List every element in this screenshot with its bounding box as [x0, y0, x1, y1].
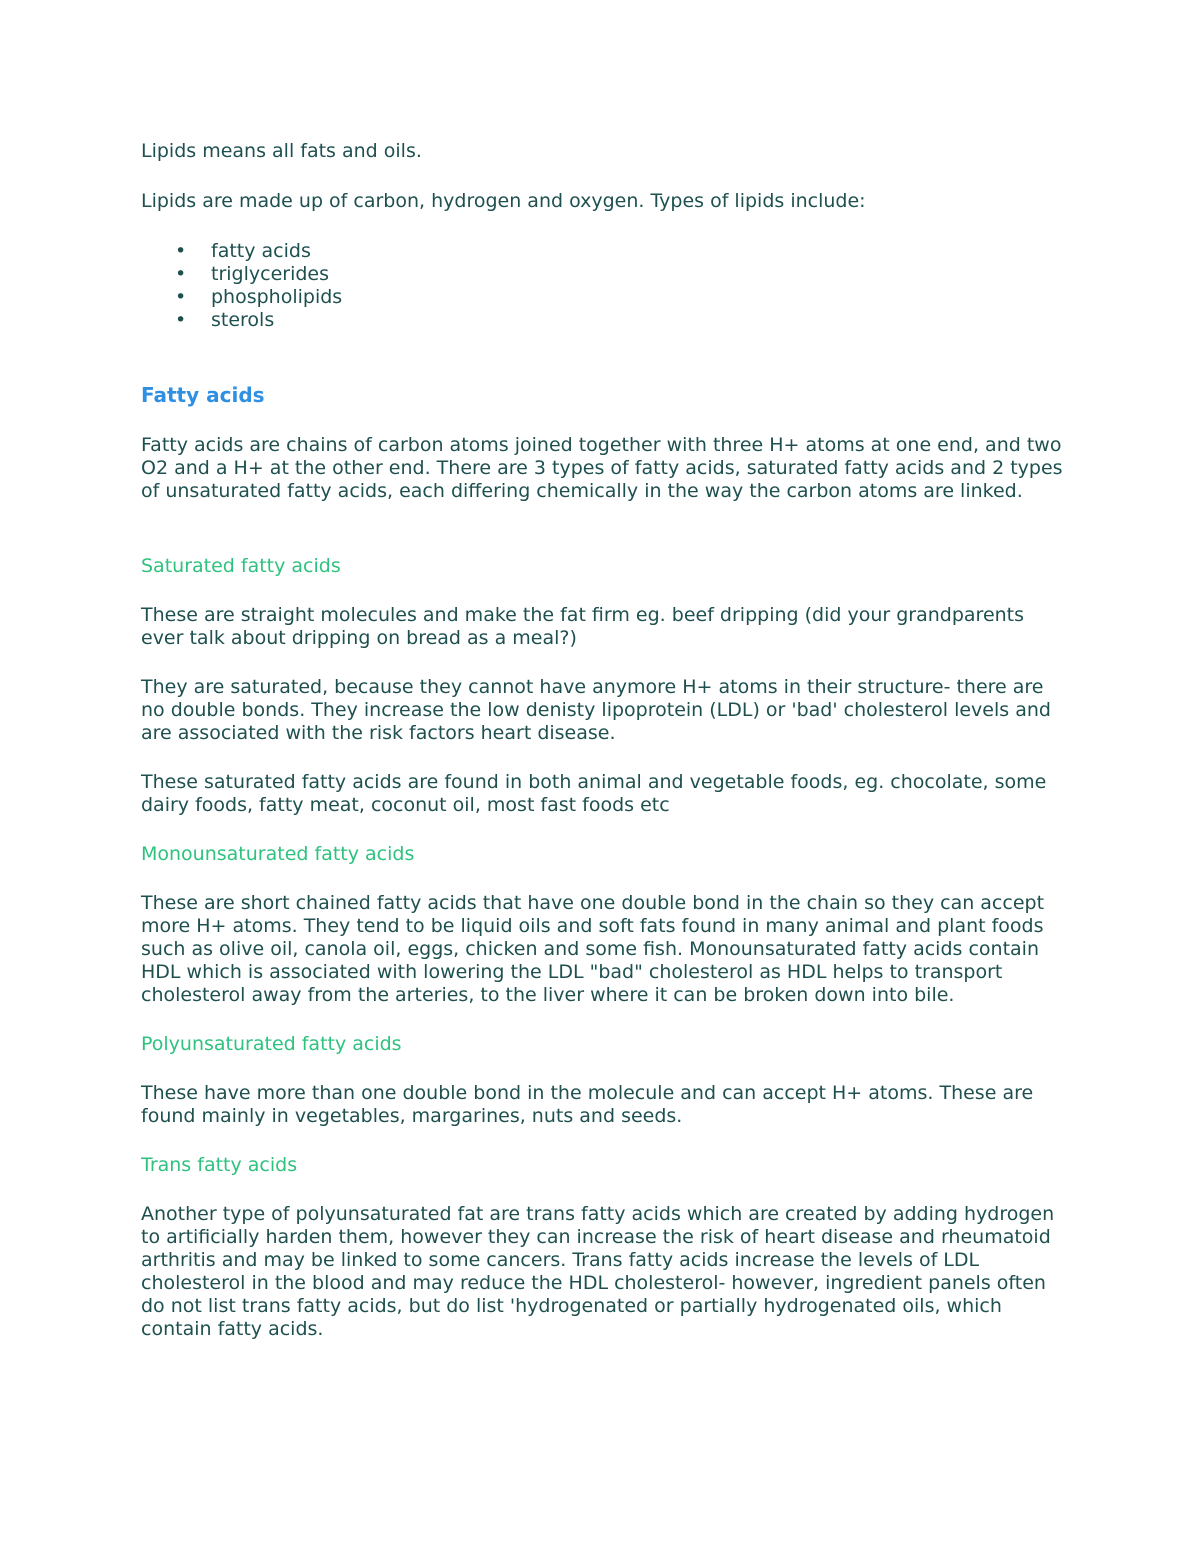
bullet-icon: •: [175, 240, 187, 262]
fatty-acids-heading: Fatty acids: [141, 383, 265, 407]
monounsaturated-heading: Monounsaturated fatty acids: [141, 843, 415, 865]
list-item: • sterols: [175, 309, 275, 331]
list-item: • fatty acids: [175, 240, 311, 262]
polyunsaturated-heading: Polyunsaturated fatty acids: [141, 1033, 402, 1055]
trans-heading: Trans fatty acids: [141, 1154, 298, 1176]
saturated-heading: Saturated fatty acids: [141, 555, 341, 577]
document-page: [141, 140, 1066, 1367]
fatty-acids-body: Fatty acids are chains of carbon atoms joined together with three H+ atoms at one end, and two O2 and a H+ at the other end. There are 3 types of fatty acids, saturated fatty acids and 2 types of unsaturated fatty acids, each differing chemically in the way the carbon atoms are linked.: [141, 434, 1063, 502]
polyunsaturated-para-1: These have more than one double bond in the molecule and can accept H+ atoms. These are found mainly in vegetables, margarines, nuts and seeds.: [141, 1082, 1034, 1127]
trans-para-1: Another type of polyunsaturated fat are trans fatty acids which are created by adding hydrogen to artificially harden them, however they can increase the risk of heart disease and rheumatoid arthritis and may be linked to some cancers. Trans fatty acids increase the levels of LDL cholesterol in the blood and may reduce the HDL cholesterol- however, ingredient panels often do not list trans fatty acids, but do list 'hydrogenated or partially hydrogenated oils, which contain fatty acids.: [141, 1203, 1055, 1340]
bullet-icon: •: [175, 286, 187, 308]
saturated-para-2: They are saturated, because they cannot have anymore H+ atoms in their structure- there are no double bonds. They increase the low denisty lipoprotein (LDL) or 'bad' cholesterol levels and are associated with the risk factors heart disease.: [141, 676, 1051, 744]
bullet-icon: •: [175, 263, 187, 285]
saturated-para-3: These saturated fatty acids are found in both animal and vegetable foods, eg. chocolate, some dairy foods, fatty meat, coconut oil, most fast foods etc: [141, 771, 1047, 816]
intro-line-1: Lipids means all fats and oils.: [141, 140, 422, 162]
list-item: • phospholipids: [175, 286, 343, 308]
monounsaturated-para-1: These are short chained fatty acids that have one double bond in the chain so they can accept more H+ atoms. They tend to be liquid oils and soft fats found in many animal and plant foods such as olive oil, canola oil, eggs, chicken and some fish. Monounsaturated fatty acids contain HDL which is associated with lowering the LDL "bad" cholesterol as HDL helps to transport cholesterol away from the arteries, to the liver where it can be broken down into bile.: [141, 892, 1045, 1006]
list-item: • triglycerides: [175, 263, 329, 285]
intro-line-2: Lipids are made up of carbon, hydrogen and oxygen. Types of lipids include:: [141, 190, 866, 212]
lipid-types-list: [141, 240, 1066, 332]
saturated-para-1: These are straight molecules and make the fat firm eg. beef dripping (did your grandparents ever talk about dripping on bread as a meal?): [141, 604, 1025, 649]
bullet-icon: •: [175, 309, 187, 331]
